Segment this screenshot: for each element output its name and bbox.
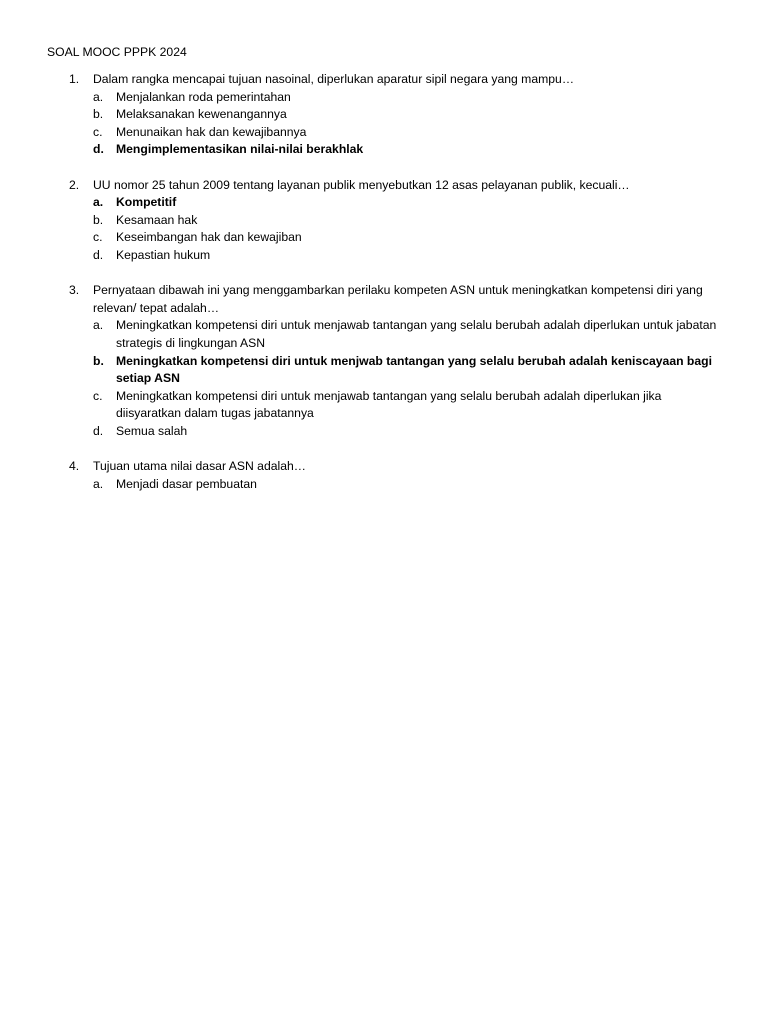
option-item bbox=[93, 106, 727, 124]
option-text: Kompetitif bbox=[116, 195, 177, 210]
option-letter: c. bbox=[93, 230, 103, 245]
option-letter: a. bbox=[93, 195, 104, 210]
option-letter: b. bbox=[93, 353, 104, 368]
option-letter: a. bbox=[93, 318, 104, 333]
option-item-answer bbox=[93, 194, 727, 212]
option-item bbox=[93, 229, 727, 247]
option-item bbox=[93, 388, 727, 423]
option-text: Melaksanakan kewenangannya bbox=[116, 107, 287, 122]
option-item bbox=[93, 423, 727, 441]
option-text: Keseimbangan hak dan kewajiban bbox=[116, 230, 302, 245]
option-list bbox=[93, 476, 727, 494]
option-text: Meningkatkan kompetensi diri untuk menjawab tantangan yang selalu berubah adalah diperlukan untuk jabatan strategis di lingkungan ASN bbox=[116, 318, 717, 350]
option-item bbox=[93, 247, 727, 265]
option-list bbox=[93, 89, 727, 159]
document-title: SOAL MOOC PPPK 2024 bbox=[47, 45, 187, 59]
option-text: Menjalankan roda pemerintahan bbox=[116, 89, 291, 104]
question-number: 1. bbox=[69, 72, 80, 86]
option-text: Semua salah bbox=[116, 423, 188, 438]
option-item bbox=[93, 212, 727, 230]
option-letter: b. bbox=[93, 212, 104, 227]
question-number: 2. bbox=[69, 177, 80, 192]
option-text: Kepastian hukum bbox=[116, 247, 211, 262]
option-letter: b. bbox=[93, 107, 104, 122]
option-letter: d. bbox=[93, 142, 104, 157]
option-text: Kesamaan hak bbox=[116, 212, 198, 227]
option-letter: c. bbox=[93, 124, 103, 139]
question-item bbox=[47, 458, 727, 493]
option-letter: a. bbox=[93, 476, 104, 491]
option-letter: a. bbox=[93, 89, 104, 104]
option-item-answer bbox=[93, 141, 727, 159]
question-item bbox=[47, 177, 727, 265]
question-item bbox=[47, 71, 727, 159]
option-text: Meningkatkan kompetensi diri untuk menjwab tantangan yang selalu berubah adalah keniscayaan bagi setiap ASN bbox=[116, 353, 712, 386]
option-letter: d. bbox=[93, 247, 104, 262]
question-text: Pernyataan dibawah ini yang menggambarkan perilaku kompeten ASN untuk meningkatkan kompetensi diri yang relevan/ tepat adalah… bbox=[93, 283, 703, 315]
option-item bbox=[93, 476, 727, 494]
option-letter: c. bbox=[93, 388, 103, 403]
option-list bbox=[93, 317, 727, 440]
question-text: UU nomor 25 tahun 2009 tentang layanan publik menyebutkan 12 asas pelayanan publik, kecuali… bbox=[93, 177, 630, 192]
question-number: 3. bbox=[69, 283, 80, 298]
question-number: 4. bbox=[69, 459, 80, 474]
option-text: Meningkatkan kompetensi diri untuk menjawab tantangan yang selalu berubah adalah diperlukan jika diisyaratkan dalam tugas jabatannya bbox=[116, 388, 662, 421]
option-item bbox=[93, 124, 727, 142]
option-letter: d. bbox=[93, 423, 104, 438]
option-text: Mengimplementasikan nilai-nilai berakhlak bbox=[116, 142, 364, 157]
option-item bbox=[93, 317, 727, 352]
option-text: Menunaikan hak dan kewajibannya bbox=[116, 124, 307, 139]
option-item-answer bbox=[93, 353, 727, 388]
question-item bbox=[47, 282, 727, 440]
option-text: Menjadi dasar pembuatan bbox=[116, 476, 257, 491]
option-item bbox=[93, 89, 727, 107]
question-text: Tujuan utama nilai dasar ASN adalah… bbox=[93, 459, 306, 474]
question-text: Dalam rangka mencapai tujuan nasoinal, diperlukan aparatur sipil negara yang mampu… bbox=[93, 72, 575, 86]
question-list bbox=[47, 71, 727, 511]
option-list bbox=[93, 194, 727, 264]
